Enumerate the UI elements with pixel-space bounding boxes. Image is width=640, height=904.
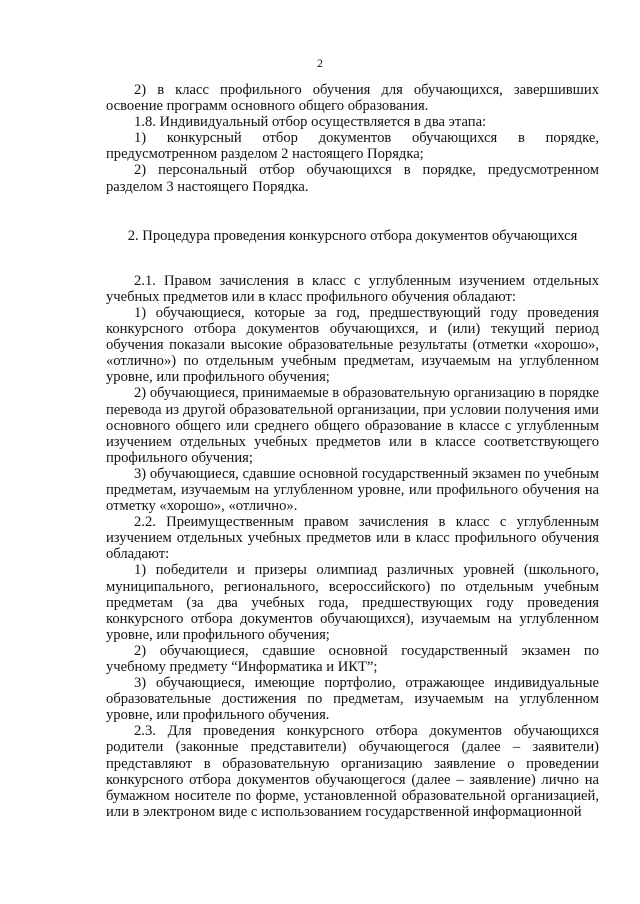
document-body — [106, 82, 599, 820]
paragraph: 2) в класс профильного обучения для обучающихся, завершивших освоение программ основного общего образования. — [106, 82, 599, 115]
paragraph: 1.8. Индивидуальный отбор осуществляется в два этапа: — [134, 114, 487, 131]
paragraph: 2.1. Правом зачисления в класс с углубленным изучением отдельных учебных предметов или в класс профильного обучения обладают: — [106, 272, 599, 305]
paragraph: 2) обучающиеся, принимаемые в образовательную организацию в порядке перевода из другой образовательной организации, при условии получения ими основного общего или среднего общего образование в классе с углубленным изучением отдельных учебных предметов или в классе соответствующего профильного обучения; — [106, 385, 599, 466]
paragraph: 2) персональный отбор обучающихся в порядке, предусмотренном разделом 3 настоящего Порядка. — [106, 162, 599, 195]
paragraph: 2.2. Преимущественным правом зачисления в класс с углубленным изучением отдельных учебных предметов или в класс профильного обучения обладают: — [106, 514, 599, 563]
paragraph: 1) конкурсный отбор документов обучающихся в порядке, предусмотренном разделом 2 настоящего Порядка; — [106, 130, 599, 163]
paragraph: 2.3. Для проведения конкурсного отбора документов обучающихся родители (законные представители) обучающегося (далее – заявители) представляют в образовательную организацию заявление о проведении конкурсного отбора документов обучающегося (далее – заявление) лично на бумажном носителе по форме, установленной образовательной организацией, или в электроном виде с использованием государственной информационной — [106, 723, 599, 820]
page-number: 2 — [317, 56, 323, 70]
paragraph: 2) обучающиеся, сдавшие основной государственный экзамен по учебному предмету “Информатика и ИКТ”; — [106, 642, 599, 675]
paragraph: 3) обучающиеся, имеющие портфолио, отражающее индивидуальные образовательные достижения по предметам, изучаемым на углубленном уровне, или профильного обучения. — [106, 675, 599, 724]
paragraph: 1) обучающиеся, которые за год, предшествующий году проведения конкурсного отбора документов обучающихся, и (или) текущий период обучения показали высокие образовательные результаты (отметки «хорошо», «отлично») по отдельным учебным предметам, изучаемым на углубленном уровне, или профильного обучения; — [106, 304, 599, 386]
section-heading: 2. Процедура проведения конкурсного отбора документов обучающихся — [127, 227, 578, 244]
paragraph: 1) победители и призеры олимпиад различных уровней (школьного, муниципального, регионального, всероссийского) по отдельным учебным предметам (за два учебных года, предшествующих году проведения конкурсного отбора документов обучающихся), изучаемым на углубленном уровне, или профильного обучения; — [106, 562, 599, 643]
paragraph: 3) обучающиеся, сдавшие основной государственный экзамен по учебным предметам, изучаемым на углубленном уровне, или профильного обучения на отметку «хорошо», «отлично». — [106, 465, 599, 515]
